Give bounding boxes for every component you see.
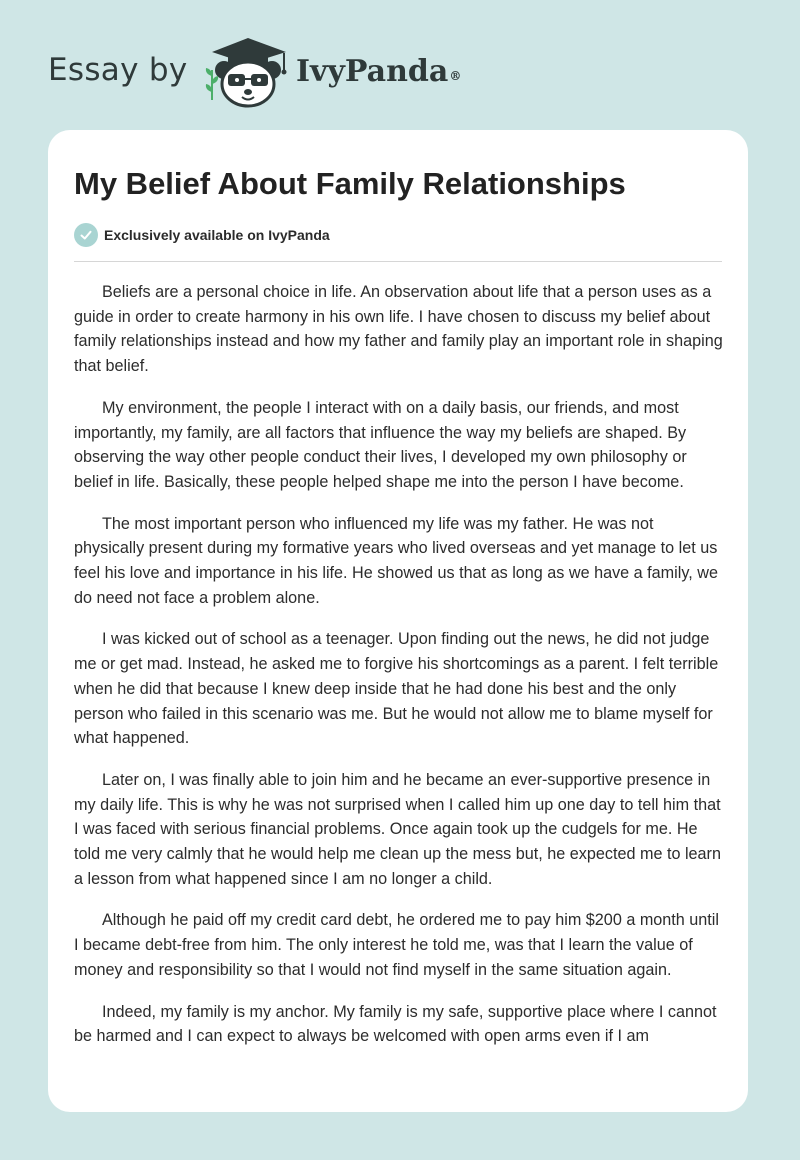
ivy-leaf-icon [204,66,220,102]
site-header [0,0,800,120]
divider [74,261,722,262]
exclusive-badge [74,222,330,248]
essay-body [74,280,726,1066]
paragraph: Later on, I was finally able to join him and he became an ever-supportive presence in my daily life. This is why he was not surprised when I called him up one day to tell him that I was faced with serious financial problems. Once again took up the cudgels for me. He told me very calmly that he would help me clean up the mess but, he expected me to learn a lesson from what happened since I am no longer a child. [74,770,721,888]
badge-label: Exclusively available on IvyPanda [104,227,330,243]
check-circle-icon [74,223,98,247]
brand-name[interactable] [296,52,461,92]
paragraph: Although he paid off my credit card debt, he ordered me to pay him $200 a month until I became debt-free from him. The only interest he told me, was that I learn the value of money and responsibility so that I would not find myself in the same situation again. [74,911,719,979]
essay-by-label: Essay by [48,52,188,88]
paragraph: Indeed, my family is my anchor. My family is my safe, supportive place where I cannot be harmed and I can expect to always be welcomed with open arms even if I am [74,1002,717,1046]
paragraph: I was kicked out of school as a teenager. Upon finding out the news, he did not judge me or get mad. Instead, he asked me to forgive his shortcomings as a parent. I felt terrible when he did that because I knew deep inside that he had done his best and the only person who failed in this scenario was me. But he would not allow me to blame myself for what happened. [74,630,719,748]
paragraph: The most important person who influenced my life was my father. He was not physically present during my formative years who lived overseas and yet manage to let us feel his love and importance in his life. He showed us that as long as we have a family, we do need not face a problem alone. [74,514,718,607]
paragraph: Beliefs are a personal choice in life. An observation about life that a person uses as a guide in order to create harmony in his own life. I have chosen to discuss my belief about family relationships instead and how my father and family play an important role in shaping that belief. [74,283,723,376]
essay-card [48,130,748,1112]
registered-mark: ® [449,69,462,83]
page-title: My Belief About Family Relationships [74,166,626,201]
paragraph: My environment, the people I interact with on a daily basis, our friends, and most importantly, my family, are all factors that influence the way my beliefs are shaped. By observing the way other people conduct their lives, I developed my own philosophy or belief in life. Basically, these people helped shape me into the person I have become. [74,398,687,491]
brand-text: IvyPanda [296,54,449,89]
